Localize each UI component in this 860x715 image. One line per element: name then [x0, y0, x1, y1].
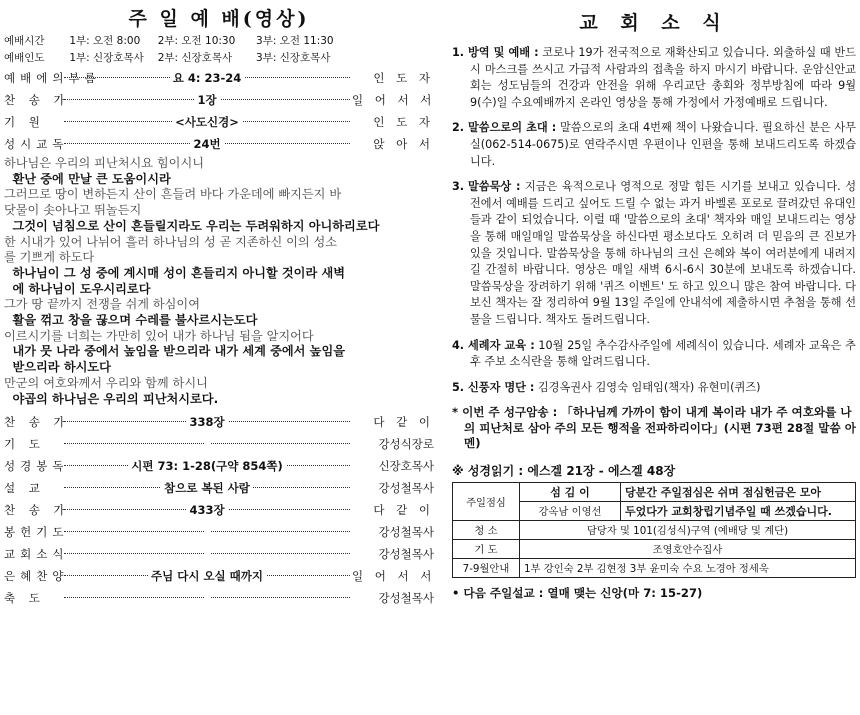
order-center-wrap	[64, 521, 350, 543]
order-label: 찬 송 가	[4, 503, 70, 518]
reading-line: 활을 꺾고 창을 끊으며 수레를 불사르시는도다	[4, 313, 258, 328]
news-number: 3.	[452, 180, 465, 194]
news-item	[452, 380, 856, 397]
lunch-note-2: 두었다가 교회창립기념주일 때 쓰겠습니다.	[621, 501, 856, 520]
order-row	[4, 521, 434, 543]
order-leader: 강성식장로	[378, 437, 434, 452]
order-center-wrap	[64, 477, 350, 499]
order-item: 338장	[186, 415, 227, 429]
leader-key: 예배인도	[4, 52, 45, 64]
order-leader: 강성철목사	[378, 525, 434, 540]
leader-3: 3부: 신장호목사	[256, 52, 331, 64]
order-leader: 인 도 자	[373, 115, 434, 129]
reading-line: 만군의 여호와께서 우리와 함께 하시니	[4, 375, 208, 390]
reading-line: 받으리라 하시도다	[4, 360, 111, 375]
order-leader: 강성철목사	[378, 547, 434, 562]
order-row	[4, 455, 434, 477]
order-leader: 강성철목사	[378, 481, 434, 496]
order-leader: 인 도 자	[373, 71, 434, 85]
news-number: 2.	[452, 121, 465, 135]
order-center-wrap	[64, 587, 350, 609]
news-item	[452, 45, 856, 111]
lunch-note-1: 당분간 주일점심은 쉬며 점심헌금은 모아	[621, 482, 856, 501]
order-row	[4, 89, 434, 111]
memory-verse: * 이번 주 성구암송 : 「하나님께 가까이 함이 내게 복이라 내가 주 여호와를 나의 피난처로 삼아 주의 모든 행적을 전파하리이다」(시편 73편 28절 말씀 아멘)	[452, 405, 856, 451]
order-label: 기 도	[4, 437, 45, 452]
church-news-column	[452, 0, 856, 601]
bible-reading: ※ 성경읽기 : 에스겔 21장 - 에스겔 48장	[452, 463, 676, 478]
order-leader: 일 어 서 서	[352, 93, 436, 107]
order-row	[4, 543, 434, 565]
order-item: 1장	[194, 93, 219, 107]
news-body: 지금은 육적으로나 영적으로 정말 힘든 시기를 보내고 있습니다. 성전에서 예배를 드리고 싶어도 드릴 수 없는 과거 바벨론 포로로 끌려갔던 유대인들과 같이 되었습니다. 이럴 때 '말씀으로의 초대' 책자와 매일 보내드리는 영상을 통해 매일매일 말씀묵상을 하신다면 평소보다도 오히려 더 믿음의 큰 진보가 있을 것입니다. 말씀묵상을 통해 하나님의 크신 은혜와 복이 여러분에게 내려지길 간절히 바랍니다. 영상은 매일 새벽 6시-6시 30분에 보내도록 하겠습니다. 말씀묵상을 장려하기 위해 '퀴즈 이벤트' 도 하고 있으니 많은 참여 바랍니다. 다 보신 책자는 잘 정리하여 9월 13일 주일에 안내석에 제출하시면 추첨을 통해 선물을 드립니다. 책자도 돌려드립니다.	[470, 180, 856, 326]
time-2: 2부: 오전 10:30	[157, 35, 236, 47]
news-heading: 방역 및 예배 :	[468, 46, 539, 59]
order-leader: 강성철목사	[378, 591, 434, 606]
order-label: 봉헌기도	[4, 525, 69, 540]
time-3: 3부: 오전 11:30	[256, 35, 334, 47]
order-label: 설 교	[4, 481, 45, 496]
order-label: 성시교독	[4, 137, 69, 151]
responsive-reading	[4, 156, 434, 407]
order-item: 요 4: 23-24	[170, 71, 245, 85]
worship-order-column	[4, 0, 434, 609]
reading-line: 닷물이 솟아나고 뛰놀든지	[4, 203, 142, 218]
cleaning-value: 담당자 및 101(김성식)구역 (예배당 및 계단)	[520, 520, 856, 539]
order-center-wrap	[64, 455, 350, 477]
reading-line: 하나님이 그 성 중에 계시매 성이 흔들리지 아니할 것이라 새벽	[4, 265, 346, 280]
order-label: 은혜찬양	[4, 569, 69, 584]
news-number: 4.	[452, 338, 465, 352]
reading-line: 에 하나님이 도우시리로다	[4, 281, 151, 296]
news-body: 김경옥권사 김영숙 임태임(책자) 유현미(퀴즈)	[534, 380, 761, 394]
service-leader-row	[4, 50, 434, 67]
order-center-wrap	[64, 565, 350, 587]
news-body: 코로나 19가 전국적으로 재확산되고 있습니다. 외출하실 때 반드시 마스크를 쓰시고 가급적 사람과의 접촉을 하지 마시기 바랍니다. 운암신안교회는 성도님들의 건강과 안전을 위해 우리교단 총회와 정부방침에 따라 9월 9(수)일 수요예배까지 온라인 영상을 통해 가정에서 가정예배로 드립니다.	[470, 46, 856, 109]
leader-2: 2부: 신장호목사	[157, 52, 233, 64]
reading-line: 그가 땅 끝까지 전쟁을 쉬게 하심이여	[4, 297, 200, 312]
order-row	[4, 67, 434, 89]
order-leader: 신장호목사	[378, 459, 434, 474]
order-label: 찬 송 가	[4, 93, 70, 107]
order-item: 24번	[190, 137, 223, 151]
next-sermon: • 다음 주일설교 : 열매 맺는 신앙(마 7: 15-27)	[452, 585, 703, 600]
worship-title: 주 일 예 배(영상)	[128, 8, 310, 30]
reading-line: 한 시내가 있어 나뉘어 흘러 하나님의 성 곧 지존하신 이의 성소	[4, 234, 338, 249]
service-time-row	[4, 33, 434, 50]
order-center-wrap	[64, 433, 350, 455]
worship-order-part1	[4, 67, 434, 155]
order-row	[4, 565, 434, 587]
order-item	[204, 547, 210, 561]
reading-line: 야곱의 하나님은 우리의 피난처시로다.	[4, 391, 219, 406]
news-body: 말씀으로의 초대 4번째 책이 나왔습니다. 필요하신 분은 사무실(062-514-0675)로 연락주시면 우편이나 인편을 통해 보내드리도록 하겠습니다.	[470, 121, 856, 168]
order-center-wrap	[64, 111, 350, 133]
service-duty-table	[452, 482, 856, 578]
prayer-value: 조영호안수집사	[520, 539, 856, 558]
reading-line: 그러므로 땅이 변하든지 산이 흔들려 바다 가운데에 빠지든지 바	[4, 187, 342, 202]
order-item	[204, 437, 210, 451]
servers-names: 강옥남 이영선	[520, 501, 621, 520]
order-leader: 일 어 서 서	[352, 569, 436, 584]
order-label: 축 도	[4, 591, 45, 606]
time-1: 1부: 오전 8:00	[69, 35, 141, 47]
order-label: 교회소식	[4, 547, 69, 562]
order-leader: 앉 아 서	[373, 137, 434, 151]
news-list	[452, 45, 856, 396]
usher-value: 1부 강인숙 2부 김현정 3부 윤미숙 수요 노경아 정세욱	[520, 558, 856, 577]
order-row	[4, 499, 434, 521]
news-number: 5.	[452, 380, 465, 394]
order-center-wrap	[64, 411, 350, 433]
news-item	[452, 338, 856, 371]
order-center-wrap	[64, 543, 350, 565]
order-row	[4, 133, 434, 155]
leader-1: 1부: 신장호목사	[69, 52, 144, 64]
order-label: 예배에의부름	[4, 71, 101, 85]
order-item: <사도신경>	[172, 115, 242, 129]
usher-label: 7-9월안내	[453, 558, 520, 577]
reading-line: 내가 뭇 나라 중에서 높임을 받으리라 내가 세계 중에서 높임을	[4, 344, 346, 359]
reading-line: 하나님은 우리의 피난처시요 힘이시니	[4, 156, 204, 170]
service-times	[4, 33, 434, 67]
news-item	[452, 120, 856, 170]
prayer-label: 기 도	[453, 539, 520, 558]
news-heading: 신풍자 명단 :	[468, 380, 535, 394]
order-item: 시편 73: 1-28(구약 854쪽)	[128, 459, 285, 473]
order-item: 433장	[186, 503, 227, 517]
cleaning-label: 청 소	[453, 520, 520, 539]
servers-header: 섬 김 이	[520, 482, 621, 501]
order-label: 찬 송 가	[4, 415, 70, 430]
lunch-label: 주일점심	[453, 482, 520, 520]
order-item	[204, 525, 210, 539]
news-heading: 말씀으로의 초대 :	[468, 121, 557, 135]
order-label: 성경봉독	[4, 459, 69, 474]
reading-line: 그것이 넘침으로 산이 흔들릴지라도 우리는 두려워하지 아니하리로다	[4, 218, 380, 233]
order-row	[4, 587, 434, 609]
news-item	[452, 179, 856, 328]
worship-order-part2	[4, 411, 434, 609]
order-row	[4, 111, 434, 133]
news-number: 1.	[452, 46, 465, 59]
reading-line: 이르시기를 너희는 가만히 있어 내가 하나님 됨을 알지어다	[4, 328, 314, 343]
news-heading: 말씀묵상 :	[468, 180, 521, 194]
order-row	[4, 433, 434, 455]
order-center-wrap	[64, 89, 350, 111]
order-row	[4, 477, 434, 499]
order-center-wrap	[64, 133, 350, 155]
news-heading: 세례자 교육 :	[468, 338, 535, 352]
order-item	[204, 591, 210, 605]
order-center-wrap	[64, 499, 350, 521]
order-leader: 다 같 이	[373, 415, 434, 430]
news-body: 10월 25일 추수감사주일에 세례식이 있습니다. 세례자 교육은 추후 주보 소식란을 통해 알려드립니다.	[470, 338, 856, 369]
order-leader: 다 같 이	[373, 503, 434, 518]
reading-line: 환난 중에 만날 큰 도움이시라	[4, 171, 171, 186]
news-title: 교 회 소 식	[579, 12, 729, 34]
order-row	[4, 411, 434, 433]
reading-line: 를 기쁘게 하도다	[4, 250, 95, 265]
order-label: 기 원	[4, 115, 45, 129]
order-item: 주님 다시 오실 때까지	[148, 569, 266, 583]
time-key: 예배시간	[4, 35, 45, 47]
order-center-wrap	[64, 67, 350, 89]
order-item: 참으로 복된 사람	[161, 481, 253, 495]
